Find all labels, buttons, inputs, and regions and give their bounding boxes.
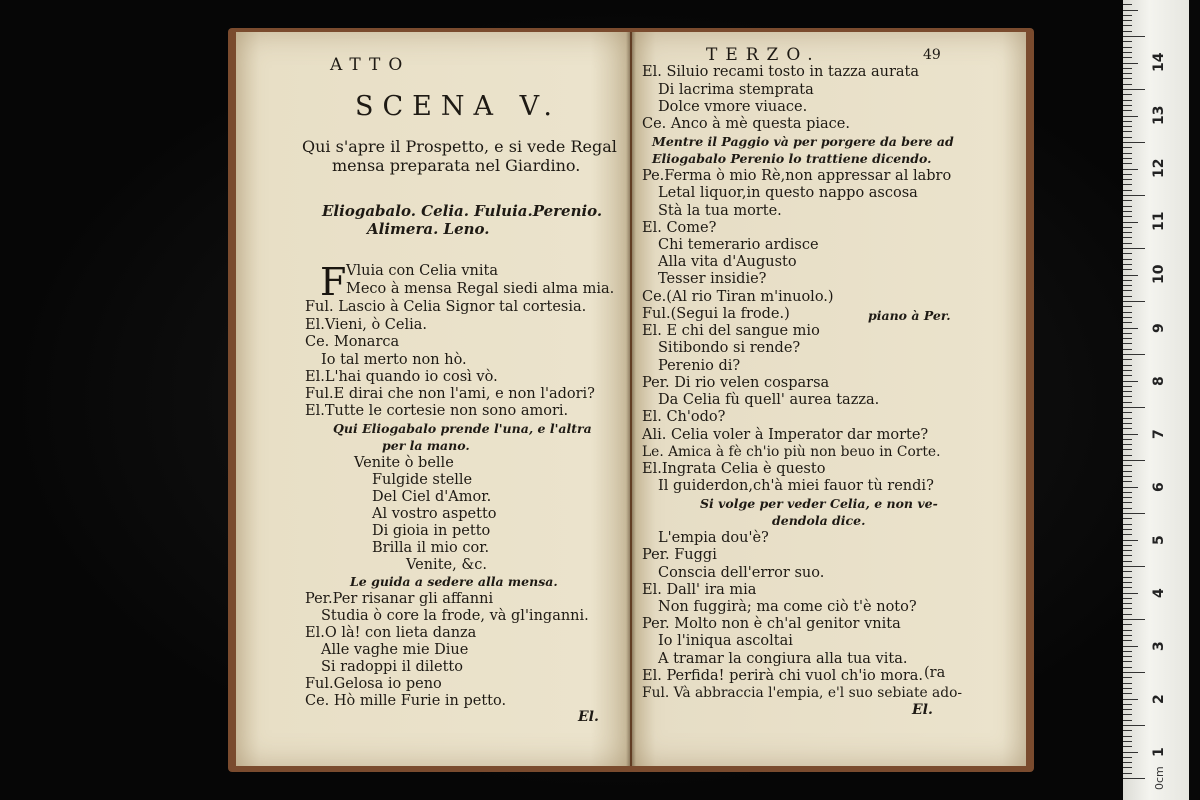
ruler-tick — [1123, 598, 1132, 599]
ruler-tick — [1123, 375, 1132, 376]
ruler-mark: 13 — [1151, 105, 1167, 125]
ruler-tick — [1123, 460, 1145, 461]
ruler-mark: 3 — [1151, 641, 1167, 651]
text-line: Ce. Monarca — [305, 334, 400, 350]
ruler-tick — [1123, 566, 1145, 567]
ruler-tick — [1123, 206, 1132, 207]
ruler-tick — [1123, 677, 1132, 678]
text-line: Vluia con Celia vnita — [346, 263, 498, 279]
text-line: Perenio di? — [658, 358, 741, 374]
text-line: El.Vieni, ò Celia. — [305, 317, 428, 333]
ruler-tick — [1123, 709, 1132, 710]
ruler-tick — [1123, 285, 1132, 286]
ruler-tick — [1123, 418, 1132, 419]
ruler-tick — [1123, 63, 1138, 64]
ruler-tick — [1123, 630, 1132, 631]
text-line: Il guiderdon,ch'à miei fauor tù rendi? — [658, 478, 934, 494]
text-line: Ful.Gelosa io peno — [305, 676, 442, 692]
text-line: Si radoppi il diletto — [321, 659, 463, 675]
ruler-tick — [1123, 550, 1132, 551]
ruler-tick — [1123, 10, 1138, 11]
characters-line: Alimera. Leno. — [367, 220, 490, 238]
line-turnover: (ra — [924, 665, 946, 681]
ruler-tick — [1123, 137, 1132, 138]
text-line: Ali. Celia voler à Imperator dar morte? — [642, 427, 929, 443]
text-line: Venite, &c. — [406, 557, 487, 573]
left-running-head: ATTO — [330, 55, 411, 75]
ruler-tick — [1123, 237, 1132, 238]
catchword: El. — [912, 702, 933, 718]
ruler-tick — [1123, 396, 1132, 397]
ruler-tick — [1123, 195, 1145, 196]
text-line: Stà la tua morte. — [658, 203, 782, 219]
text-line: Fulgide stelle — [372, 472, 473, 488]
ruler-tick — [1123, 391, 1132, 392]
ruler-tick — [1123, 211, 1132, 212]
stage-direction-line: Le guida a sedere alla mensa. — [350, 574, 558, 589]
ruler-tick — [1123, 725, 1145, 726]
ruler-tick — [1123, 73, 1132, 74]
text-line: El.O là! con lieta danza — [305, 625, 477, 641]
text-line: Di lacrima stemprata — [658, 82, 814, 98]
ruler-tick — [1123, 312, 1132, 313]
text-line: Studia ò core la frode, và gl'inganni. — [321, 608, 589, 624]
ruler-tick — [1123, 190, 1132, 191]
text-line: Ful. Lascio à Celia Signor tal cortesia. — [305, 299, 587, 315]
ruler-mark: 5 — [1151, 535, 1167, 545]
right-running-head: TERZO. — [706, 45, 821, 65]
ruler-tick — [1123, 322, 1132, 323]
ruler-tick — [1123, 513, 1145, 514]
scene-title: SCENA V. — [355, 91, 561, 122]
ruler-tick — [1123, 449, 1132, 450]
text-line: Ce.(Al rio Tiran m'inuolo.) — [642, 289, 834, 305]
ruler-tick — [1123, 773, 1132, 774]
ruler-tick — [1123, 222, 1138, 223]
text-line: Per. Molto non è ch'al genitor vnita — [642, 616, 901, 632]
ruler-tick — [1123, 333, 1132, 334]
ruler-tick — [1123, 561, 1132, 562]
ruler-tick — [1123, 746, 1132, 747]
ruler-tick — [1123, 253, 1132, 254]
stage-direction-line: dendola dice. — [772, 513, 866, 528]
ruler-tick — [1123, 736, 1132, 737]
ruler-tick — [1123, 20, 1132, 21]
text-line: El. Siluio recami tosto in tazza aurata — [642, 64, 920, 80]
ruler-mark: 1 — [1151, 747, 1167, 757]
drop-cap: F — [320, 260, 347, 304]
text-line: Brilla il mio cor. — [372, 540, 490, 556]
ruler-tick — [1123, 153, 1132, 154]
ruler-mark: 9 — [1151, 323, 1167, 333]
ruler-tick — [1123, 52, 1132, 53]
ruler-tick — [1123, 264, 1132, 265]
text-line: Dolce vmore viuace. — [658, 99, 808, 115]
ruler-tick — [1123, 508, 1132, 509]
stage-direction-line: per la mano. — [382, 438, 470, 453]
ruler-tick — [1123, 555, 1132, 556]
ruler-tick — [1123, 497, 1132, 498]
ruler-tick — [1123, 518, 1132, 519]
text-line: A tramar la congiura alla tua vita. — [658, 651, 908, 667]
text-line: El. Dall' ira mia — [642, 582, 757, 598]
ruler-tick — [1123, 349, 1132, 350]
ruler-tick — [1123, 78, 1132, 79]
text-line: Non fuggirà; ma come ciò t'è noto? — [658, 599, 917, 615]
text-line: El. Perfida! perirà chi vuol ch'io mora. — [642, 668, 924, 684]
ruler-tick — [1123, 41, 1132, 42]
ruler-mark: 12 — [1151, 158, 1167, 178]
ruler-tick — [1123, 100, 1132, 101]
ruler-tick — [1123, 328, 1138, 329]
ruler-tick — [1123, 624, 1132, 625]
ruler-tick — [1123, 714, 1132, 715]
ruler-tick — [1123, 158, 1132, 159]
text-line: El. Ch'odo? — [642, 409, 726, 425]
ruler-tick — [1123, 317, 1132, 318]
ruler-tick — [1123, 216, 1132, 217]
text-line: Io tal merto non hò. — [321, 352, 467, 368]
ruler-tick — [1123, 778, 1145, 779]
ruler-tick — [1123, 487, 1138, 488]
ruler-tick — [1123, 116, 1138, 117]
text-line: El. E chi del sangue mio — [642, 323, 820, 339]
ruler-tick — [1123, 502, 1132, 503]
ruler-tick — [1123, 407, 1145, 408]
stage-direction-line: Qui Eliogabalo prende l'una, e l'altra — [333, 421, 592, 436]
text-line: Ful.(Segui la frode.) — [642, 306, 790, 322]
stage-direction-aside: piano à Per. — [868, 308, 951, 323]
ruler-tick — [1123, 354, 1145, 355]
ruler-mark: 4 — [1151, 588, 1167, 598]
text-line: Tesser insidie? — [658, 271, 767, 287]
ruler-tick — [1123, 47, 1132, 48]
ruler-tick — [1123, 68, 1132, 69]
page-number: 49 — [923, 47, 941, 63]
text-line: Di gioia in petto — [372, 523, 491, 539]
text-line: Sitibondo si rende? — [658, 340, 801, 356]
ruler-tick — [1123, 593, 1138, 594]
ruler-tick — [1123, 179, 1132, 180]
ruler-tick — [1123, 147, 1132, 148]
ruler-tick — [1123, 121, 1132, 122]
ruler-tick — [1123, 402, 1132, 403]
ruler-tick — [1123, 386, 1132, 387]
ruler-tick — [1123, 275, 1138, 276]
ruler-mark: 14 — [1151, 52, 1167, 72]
ruler-tick — [1123, 683, 1132, 684]
ruler-tick — [1123, 582, 1132, 583]
ruler-tick — [1123, 200, 1132, 201]
ruler-tick — [1123, 492, 1132, 493]
ruler-tick — [1123, 577, 1132, 578]
ruler-tick — [1123, 540, 1138, 541]
text-line: El.Ingrata Celia è questo — [642, 461, 826, 477]
ruler-tick — [1123, 635, 1132, 636]
text-line: L'empia dou'è? — [658, 530, 769, 546]
text-line: Per. Fuggi — [642, 547, 717, 563]
ruler-tick — [1123, 131, 1132, 132]
ruler-tick — [1123, 301, 1145, 302]
ruler-tick — [1123, 15, 1132, 16]
ruler-mark: 2 — [1151, 694, 1167, 704]
ruler-tick — [1123, 762, 1132, 763]
ruler-tick — [1123, 105, 1132, 106]
ruler-tick — [1123, 534, 1132, 535]
ruler-tick — [1123, 227, 1132, 228]
text-line: Per. Di rio velen cosparsa — [642, 375, 830, 391]
ruler-tick — [1123, 269, 1132, 270]
ruler-tick — [1123, 656, 1132, 657]
ruler-tick — [1123, 524, 1132, 525]
ruler-tick — [1123, 184, 1132, 185]
ruler-tick — [1123, 646, 1138, 647]
ruler-tick — [1123, 672, 1145, 673]
ruler-tick — [1123, 25, 1132, 26]
ruler-tick — [1123, 752, 1138, 753]
ruler-tick — [1123, 688, 1132, 689]
ruler-unit: 0cm — [1153, 766, 1166, 790]
ruler-tick — [1123, 174, 1132, 175]
text-line: Chi temerario ardisce — [658, 237, 819, 253]
ruler-tick — [1123, 306, 1132, 307]
text-line: Del Ciel d'Amor. — [372, 489, 492, 505]
ruler-tick — [1123, 741, 1132, 742]
ruler-tick — [1123, 757, 1132, 758]
ruler-tick — [1123, 423, 1132, 424]
ruler-tick — [1123, 57, 1132, 58]
ruler-tick — [1123, 529, 1132, 530]
ruler-tick — [1123, 110, 1132, 111]
stage-direction-line: Eliogabalo Perenio lo trattiene dicendo. — [652, 151, 932, 166]
ruler-mark: 10 — [1151, 264, 1167, 284]
ruler-tick — [1123, 699, 1138, 700]
text-line: Letal liquor,in questo nappo ascosa — [658, 185, 918, 201]
ruler-tick — [1123, 142, 1145, 143]
ruler-tick — [1123, 667, 1132, 668]
ruler-mark: 11 — [1151, 211, 1167, 231]
ruler-tick — [1123, 428, 1132, 429]
text-line: Io l'iniqua ascoltai — [658, 633, 793, 649]
ruler-tick — [1123, 704, 1132, 705]
measurement-ruler — [1123, 0, 1189, 800]
ruler-tick — [1123, 434, 1138, 435]
ruler-tick — [1123, 693, 1132, 694]
ruler-tick — [1123, 640, 1132, 641]
text-line: Ful. Và abbraccia l'empia, e'l suo sebiate ado- — [642, 685, 963, 701]
ruler-tick — [1123, 412, 1132, 413]
ruler-tick — [1123, 381, 1138, 382]
ruler-tick — [1123, 296, 1132, 297]
ruler-tick — [1123, 444, 1132, 445]
ruler-tick — [1123, 608, 1132, 609]
ruler-tick — [1123, 455, 1132, 456]
ruler-tick — [1123, 259, 1132, 260]
ruler-tick — [1123, 439, 1132, 440]
text-line: Conscia dell'error suo. — [658, 565, 825, 581]
ruler-mark: 7 — [1151, 429, 1167, 439]
ruler-tick — [1123, 365, 1132, 366]
text-line: Ce. Hò mille Furie in petto. — [305, 693, 507, 709]
stage-direction-line: Mentre il Paggio và per porgere da bere ad — [652, 134, 954, 149]
ruler-tick — [1123, 465, 1132, 466]
ruler-tick — [1123, 36, 1145, 37]
text-line: Alle vaghe mie Diue — [321, 642, 469, 658]
ruler-tick — [1123, 471, 1132, 472]
text-line: Pe.Ferma ò mio Rè,non appressar al labro — [642, 168, 952, 184]
stage-direction-line: mensa preparata nel Giardino. — [332, 156, 581, 175]
ruler-tick — [1123, 243, 1132, 244]
stage-direction-line: Qui s'apre il Prospetto, e si vede Regal — [302, 137, 617, 156]
ruler-tick — [1123, 248, 1145, 249]
ruler-tick — [1123, 169, 1138, 170]
ruler-tick — [1123, 545, 1132, 546]
ruler-tick — [1123, 571, 1132, 572]
text-line: Meco à mensa Regal siedi alma mia. — [346, 281, 615, 297]
text-line: Ful.E dirai che non l'ami, e non l'adori? — [305, 386, 595, 402]
ruler-mark: 8 — [1151, 376, 1167, 386]
ruler-tick — [1123, 126, 1132, 127]
ruler-tick — [1123, 338, 1132, 339]
text-line: Venite ò belle — [354, 455, 454, 471]
ruler-tick — [1123, 587, 1132, 588]
ruler-tick — [1123, 84, 1132, 85]
text-line: Le. Amica à fè ch'io più non beuo in Corte. — [642, 444, 941, 460]
ruler-tick — [1123, 614, 1132, 615]
text-line: Al vostro aspetto — [372, 506, 497, 522]
ruler-tick — [1123, 4, 1132, 5]
characters-line: Eliogabalo. Celia. Fuluia.Perenio. — [322, 202, 603, 220]
book-gutter — [626, 32, 636, 766]
text-line: Da Celia fù quell' aurea tazza. — [658, 392, 880, 408]
ruler-tick — [1123, 767, 1132, 768]
ruler-tick — [1123, 359, 1132, 360]
stage-direction-line: Si volge per veder Celia, e non ve- — [700, 496, 938, 511]
text-line: Alla vita d'Augusto — [658, 254, 797, 270]
ruler-tick — [1123, 163, 1132, 164]
ruler-tick — [1123, 730, 1132, 731]
ruler-tick — [1123, 661, 1132, 662]
ruler-tick — [1123, 343, 1132, 344]
ruler-tick — [1123, 31, 1132, 32]
ruler-tick — [1123, 619, 1145, 620]
ruler-tick — [1123, 481, 1132, 482]
catchword: El. — [578, 709, 599, 725]
text-line: Ce. Anco à mè questa piace. — [642, 116, 850, 132]
text-line: El.L'hai quando io così vò. — [305, 369, 498, 385]
ruler-tick — [1123, 370, 1132, 371]
ruler-tick — [1123, 232, 1132, 233]
ruler-mark: 6 — [1151, 482, 1167, 492]
text-line: El.Tutte le cortesie non sono amori. — [305, 403, 569, 419]
ruler-tick — [1123, 651, 1132, 652]
text-line: Per.Per risanar gli affanni — [305, 591, 494, 607]
ruler-tick — [1123, 476, 1132, 477]
ruler-tick — [1123, 720, 1132, 721]
ruler-tick — [1123, 89, 1145, 90]
ruler-tick — [1123, 94, 1132, 95]
ruler-tick — [1123, 290, 1132, 291]
ruler-tick — [1123, 603, 1132, 604]
text-line: El. Come? — [642, 220, 717, 236]
ruler-tick — [1123, 280, 1132, 281]
